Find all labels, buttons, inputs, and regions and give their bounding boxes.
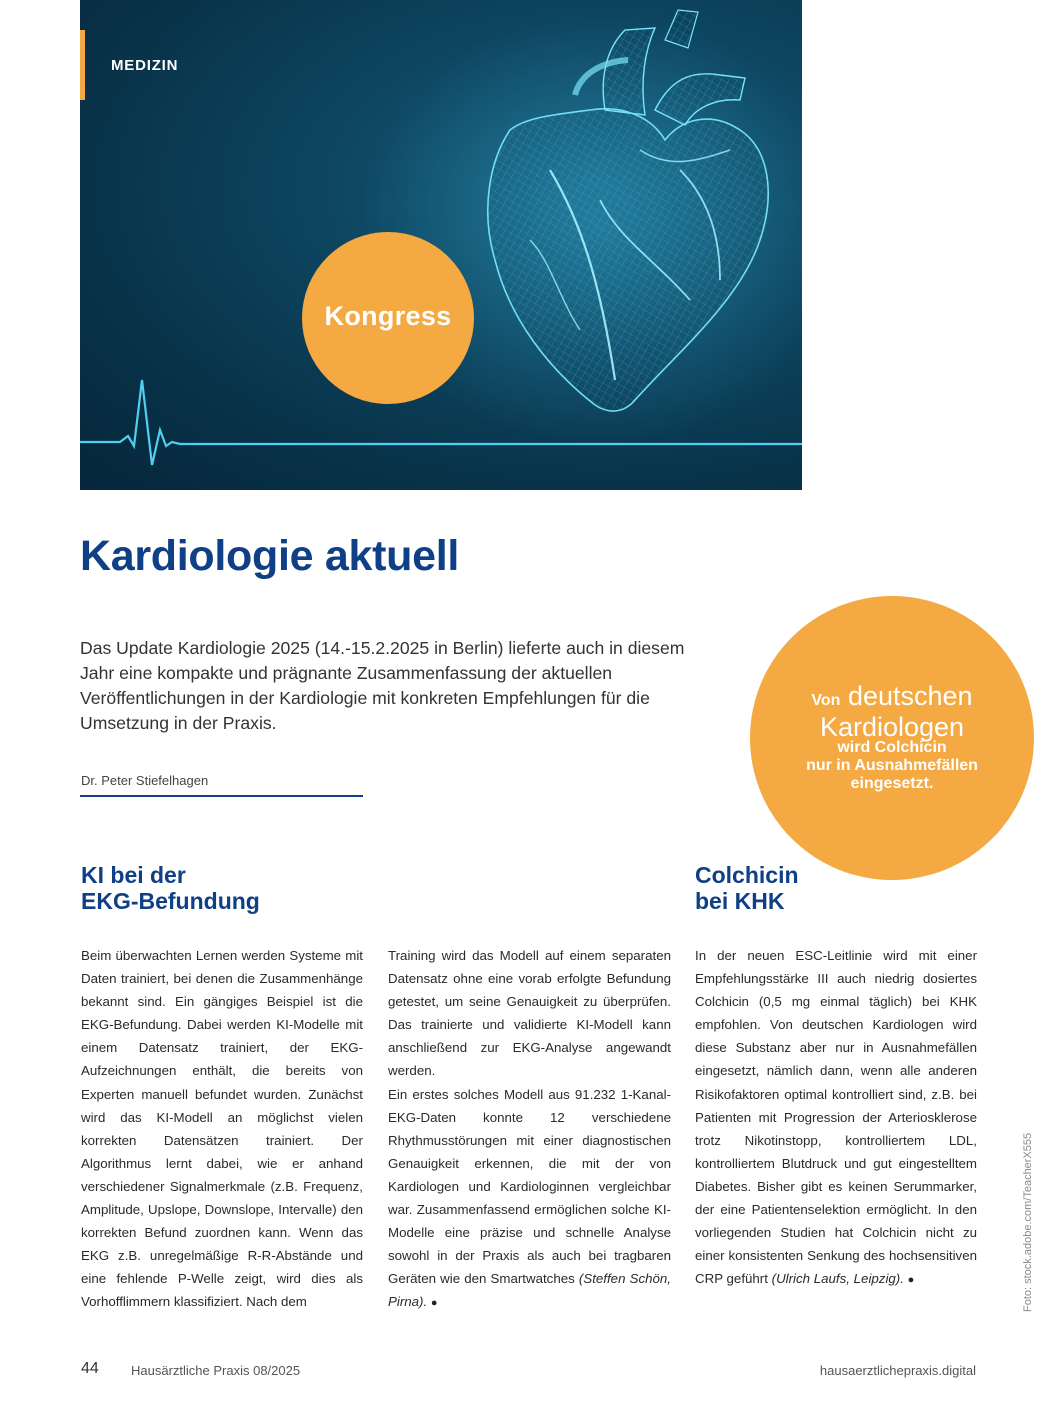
section-heading-ki: KI bei der EKG-Befundung <box>81 862 260 914</box>
pull-quote <box>750 596 1034 880</box>
pull-quote-line1: deutschen <box>847 681 973 711</box>
ekg-line-illustration <box>80 0 802 490</box>
body-paragraph-with-ref: In der neuen ESC-Leitlinie wird mit einer Empfehlungsstärke III auch niedrig dosiertes Colchicin (0,5 mg einmal täglich) bei KHK empfohlen. Von deutschen Kardiologen wird diese Substanz aber nur in Ausnahmefällen eingesetzt, nämlich dann, wenn alle anderen Risikofaktoren optimal kontrolliert sind, z.B. bei Patienten mit Progression der Arteriosklerose trotz Nikotinstopp, kontrolliertem LDL, kontrolliertem Blutdruck und gut eingestelltem Diabetes. Bisher gibt es keinen Serummarker, der eine Patientenselektion ermöglicht. In den vorliegenden Studien hat Colchicin nicht zu einer konsistenten Senkung des hochsensitiven CRP geführt (Ulrich Laufs, Leipzig). ● <box>695 948 977 1287</box>
page-number: 44 <box>81 1360 99 1377</box>
citation: (Steffen Schön, Pirna). <box>388 1271 671 1310</box>
category-label: MEDIZIN <box>111 57 179 74</box>
pull-quote-line4: nur in Ausnahmefällen <box>806 757 978 774</box>
photo-credit: Foto: stock.adobe.com/TeacherX555 <box>1022 1132 1034 1312</box>
kongress-badge-label: Kongress <box>324 300 452 331</box>
body-column-3 <box>695 944 977 1292</box>
kongress-badge <box>302 232 474 404</box>
body-paragraph-with-ref: Ein erstes solches Modell aus 91.232 1-Kanal-EKG-Daten konnte 12 verschiedene Rhythmusstörungen mit einer diagnostischen Genauigkeit erkennen, die mit der von Kardiologen und Kardiologinnen vergleichbar war. Zusammenfassend ermöglichen solche KI-Modelle eine präzise und schnelle Analyse sowohl in der Praxis als auch bei tragbaren Geräten wie den Smartwatches (Steffen Schön, Pirna). ● <box>388 1086 671 1310</box>
pull-quote-line3: wird Colchicin <box>837 739 947 756</box>
pull-quote-line2: Kardiologen <box>819 712 965 742</box>
article-lead: Das Update Kardiologie 2025 (14.-15.2.2025 in Berlin) lieferte auch in diesem Jahr eine kompakte und prägnante Zusammenfassung der aktuellen Veröffentlichungen in der Kardiologie mit konkreten Empfehlungen für die Umsetzung in der Praxis. <box>80 638 685 733</box>
publication-name: Hausärztliche Praxis 08/2025 <box>131 1363 301 1378</box>
hero-image <box>80 0 802 490</box>
pull-quote-line5: eingesetzt. <box>850 775 934 792</box>
end-mark-icon: ● <box>430 1297 438 1310</box>
section-heading-colchicin: Colchicin bei KHK <box>695 862 799 914</box>
body-column-1 <box>81 944 363 1314</box>
author-divider <box>80 795 363 797</box>
pull-quote-lead-word: Von <box>811 692 841 709</box>
end-mark-icon: ● <box>907 1274 915 1287</box>
body-paragraph: Training wird das Modell auf einem separaten Datensatz ohne eine vorab erfolgte Befundung getestet, um seine Genauigkeit zu überprüfen. Das trainierte und validierte KI-Modell kann anschließend zur EKG-Analyse angewandt werden. <box>388 948 671 1079</box>
body-column-2 <box>388 944 671 1316</box>
article-title: Kardiologie aktuell <box>80 532 459 580</box>
website-link[interactable]: hausaerztlichepraxis.digital <box>819 1363 976 1378</box>
body-paragraph: Beim überwachten Lernen werden Systeme mit Daten trainiert, bei denen die Zusammenhänge bekannt sind. Ein gängiges Beispiel ist die EKG-Befundung. Dabei werden KI-Modelle mit einem Datensatz trainiert, der EKG-Aufzeichnungen enthält, die bereits von Experten manuell befundet wurden. Zunächst wird das KI-Modell an möglichst vielen korrekten Datensätzen trainiert. Der Algorithmus lernt dabei, wie er anhand verschiedener Signalmerkmale (z.B. Frequenz, Amplitude, Upslope, Downslope, Intervalle) den korrekten Befund zuordnen kann. Wenn das EKG z.B. unregelmäßige R-R-Abstände und eine fehlende P-Welle zeigt, wird dies als Vorhofflimmern klassifiziert. Nach dem <box>81 948 363 1310</box>
category-accent-bar <box>80 30 85 100</box>
citation: (Ulrich Laufs, Leipzig). <box>771 1271 904 1287</box>
author-name: Dr. Peter Stiefelhagen <box>81 773 209 788</box>
